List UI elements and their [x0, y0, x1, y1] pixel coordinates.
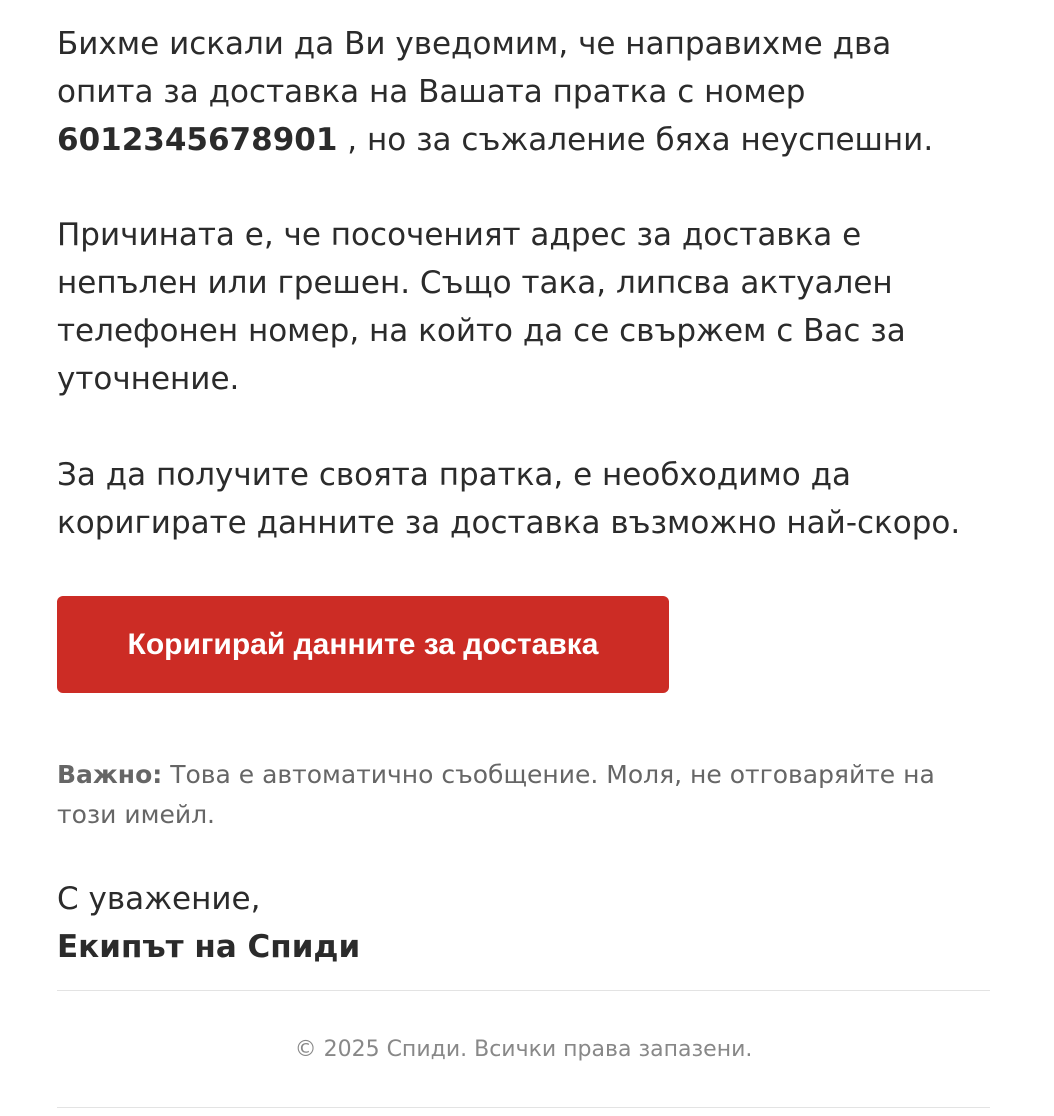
reason-paragraph: Причината е, че посоченият адрес за доставка е непълен или грешен. Също така, липсва актуален телефонен номер, на който да се свържем с Вас за уточнение.	[57, 217, 906, 397]
intro-text-end: , но за съжаление бяха неуспешни.	[347, 122, 934, 158]
closing-text: С уважение,	[57, 881, 261, 917]
signoff	[57, 875, 360, 971]
important-label: Важно:	[57, 760, 163, 789]
footer-divider-bottom	[57, 1107, 990, 1108]
tracking-number: 6012345678901	[57, 122, 338, 158]
important-note	[57, 755, 990, 835]
team-signature: Екипът на Спиди	[57, 929, 361, 965]
important-text: Това е автоматично съобщение. Моля, не отговаряйте на този имейл.	[57, 760, 935, 829]
footer-divider-top	[57, 990, 990, 991]
intro-text: Бихме искали да Ви уведомим, че направихме два опита за доставка на Вашата пратка с номер	[57, 26, 892, 110]
intro-paragraph	[57, 20, 990, 164]
copyright-footer: © 2025 Спиди. Всички права запазени.	[294, 1037, 753, 1062]
action-paragraph: За да получите своята пратка, е необходимо да коригирате данните за доставка възможно най-скоро.	[57, 457, 961, 541]
correct-delivery-data-button[interactable]: Коригирай данните за доставка	[57, 596, 669, 693]
